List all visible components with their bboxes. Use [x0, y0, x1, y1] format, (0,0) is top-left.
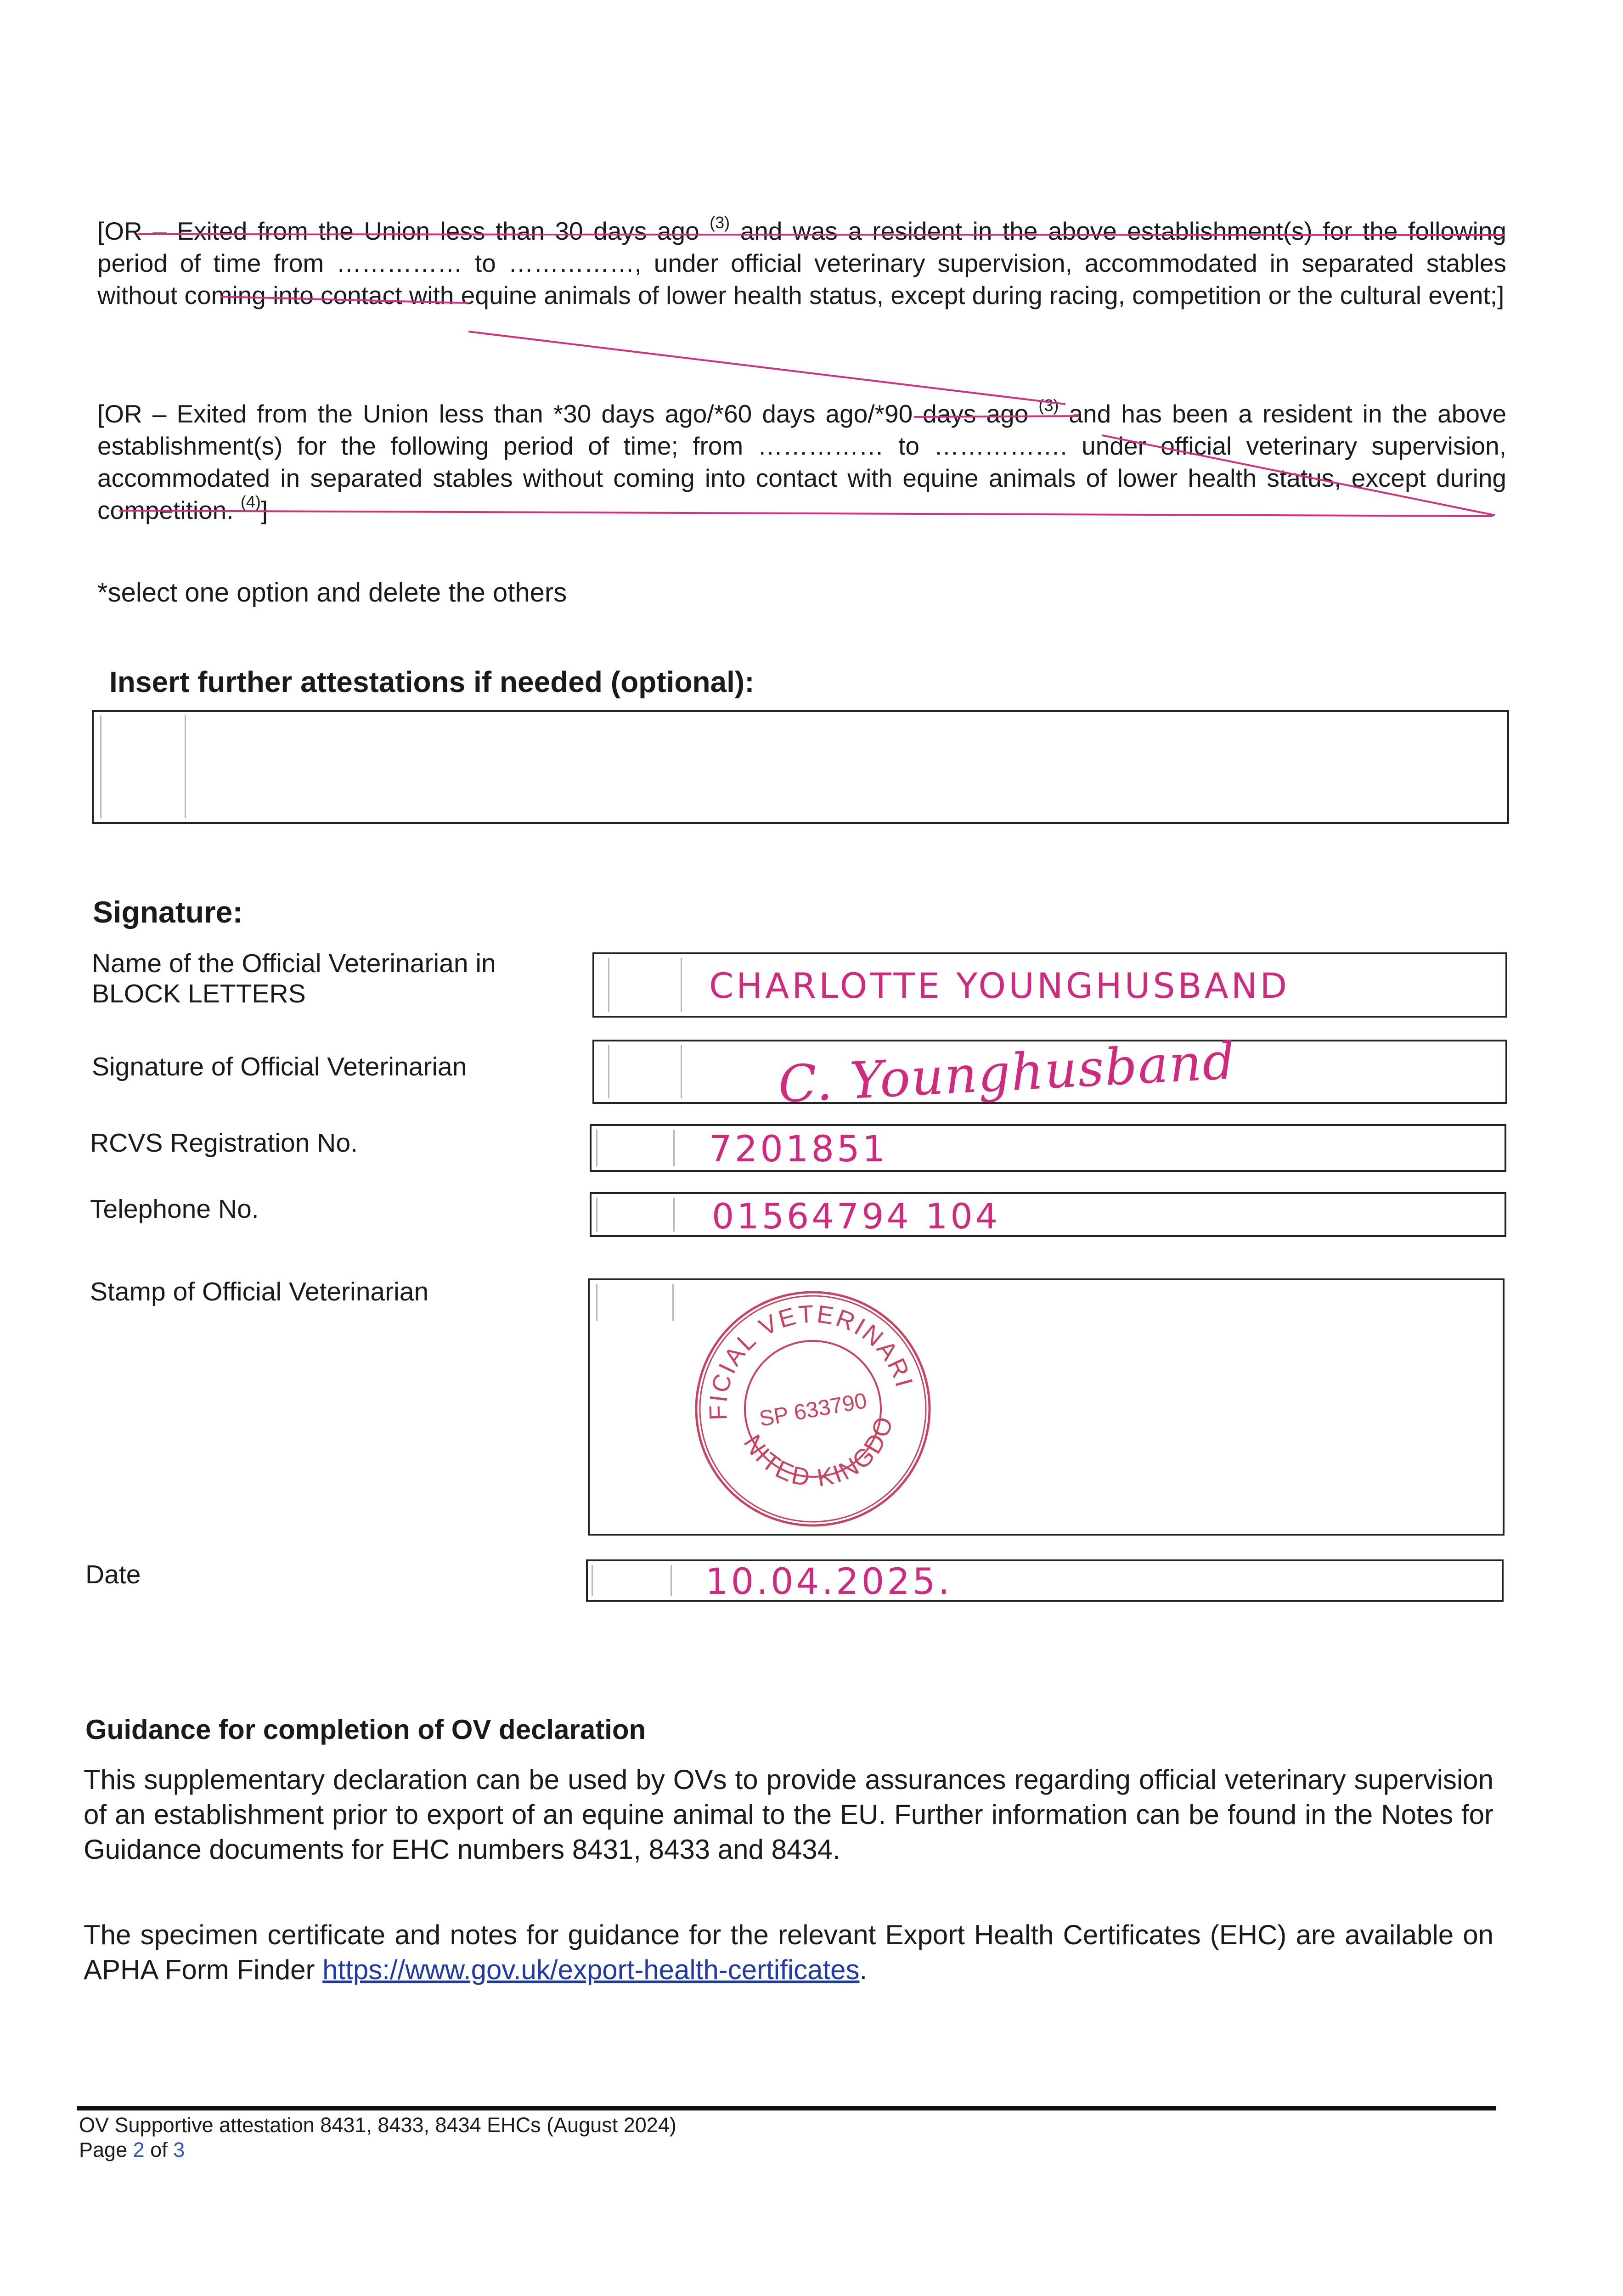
page-label: Page	[79, 2138, 128, 2161]
vet-signature-field[interactable]	[592, 1031, 1507, 1114]
select-option-note: *select one option and delete the others	[97, 578, 567, 608]
page-total: 3	[173, 2138, 185, 2161]
vet-signature-label: Signature of Official Veterinarian	[92, 1052, 467, 1081]
box-tick	[673, 1130, 675, 1166]
guidance-paragraph-2-end: .	[859, 1954, 868, 1985]
box-tick	[671, 1565, 672, 1596]
guidance-paragraph-2	[84, 1918, 1493, 1987]
option-1-text: and was a resident in the above establishment(s) for the following period of time from …………… to ……………, under official veterinary supervision, accommodated in separated stables without coming into contact with equine animals of lower health status, except during racing, competition or the cultural event;]	[97, 217, 1507, 310]
vet-signature-value: C. Younghusband	[777, 1031, 1237, 1114]
strike-line-2	[220, 297, 468, 303]
box-tick	[681, 1045, 682, 1098]
footer-rule	[77, 2106, 1496, 2110]
box-tick	[608, 958, 609, 1012]
box-tick	[596, 1130, 597, 1166]
strike-line-1	[138, 234, 1504, 235]
strike-through-marks	[0, 0, 1623, 551]
telephone-value: 01564794 104	[712, 1196, 1001, 1237]
box-tick	[608, 1045, 609, 1098]
date-field[interactable]	[586, 1559, 1504, 1602]
option-1-prefix: [OR – Exited from the Union less than 30 days ago	[97, 217, 699, 245]
box-tick	[673, 1198, 675, 1232]
stamp-bottom-text: UNITED KINGDOM	[738, 1412, 899, 1492]
official-veterinarian-stamp	[686, 1289, 943, 1528]
rcvs-number-field[interactable]	[590, 1124, 1506, 1172]
telephone-field[interactable]	[590, 1192, 1506, 1237]
stamp-label: Stamp of Official Veterinarian	[90, 1277, 429, 1306]
stamp-field[interactable]	[588, 1278, 1505, 1536]
rcvs-number-label: RCVS Registration No.	[90, 1128, 358, 1158]
strike-line-4	[914, 416, 1079, 417]
guidance-heading: Guidance for completion of OV declaration	[85, 1714, 646, 1745]
stamp-center-text: SP 633790	[757, 1388, 869, 1432]
guidance-paragraph-2-text: The specimen certificate and notes for guidance for the relevant Export Health Certificates (EHC) are available on APHA Form Finder	[84, 1919, 1493, 1985]
signature-heading: Signature:	[93, 895, 243, 929]
option-2-close: ]	[260, 496, 268, 524]
footer-title: OV Supportive attestation 8431, 8433, 8434 EHCs (August 2024)	[79, 2113, 676, 2137]
strike-line-6	[119, 511, 1493, 516]
strike-line-5	[1102, 435, 1495, 515]
strike-line-3	[468, 332, 1065, 404]
option-2-text: and has been a resident in the above establishment(s) for the following period of time; from …………… to ……………. under official veterinary supervision, accommodated in separated stables without coming into contact with equine animals of lower health status, except during competition.	[97, 400, 1507, 524]
telephone-label: Telephone No.	[90, 1194, 259, 1224]
option-2-footnote-ref: (3)	[1038, 395, 1059, 415]
option-1-footnote-ref: (3)	[710, 213, 730, 232]
guidance-paragraph-1: This supplementary declaration can be used by OVs to provide assurances regarding official veterinary supervision of an establishment prior to export of an equine animal to the EU. Further information can be found in the Notes for Guidance documents for EHC numbers 8431, 8433 and 8434.	[84, 1764, 1493, 1865]
box-tick	[596, 1284, 597, 1321]
box-tick	[592, 1565, 593, 1596]
footer-page-number	[79, 2137, 185, 2163]
box-tick	[681, 958, 682, 1012]
form-finder-link[interactable]: https://www.gov.uk/export-health-certificates	[322, 1954, 860, 1985]
date-value: 10.04.2025.	[705, 1561, 952, 1603]
page-current: 2	[133, 2138, 145, 2161]
box-tick	[185, 715, 186, 818]
vet-name-label: Name of the Official Veterinarian in BLOCK LETTERS	[92, 949, 496, 1008]
option-2-footnote-ref-end: (4)	[240, 492, 261, 511]
box-tick	[672, 1284, 674, 1321]
vet-name-field[interactable]	[592, 952, 1507, 1018]
date-label: Date	[85, 1560, 141, 1589]
box-tick	[100, 715, 101, 818]
stamp-top-text: OFFICIAL VETERINARIAN	[704, 1300, 919, 1421]
further-attestations-box[interactable]	[92, 710, 1509, 824]
page-of: of	[150, 2138, 168, 2161]
box-tick	[596, 1198, 597, 1232]
option-2-prefix: [OR – Exited from the Union less than *30 days ago/*60 days ago/*90 days ago	[97, 400, 1029, 428]
vet-name-value: CHARLOTTE YOUNGHUSBAND	[709, 965, 1290, 1006]
rcvs-number-value: 7201851	[709, 1129, 888, 1170]
further-attestations-heading: Insert further attestations if needed (optional):	[109, 665, 755, 698]
